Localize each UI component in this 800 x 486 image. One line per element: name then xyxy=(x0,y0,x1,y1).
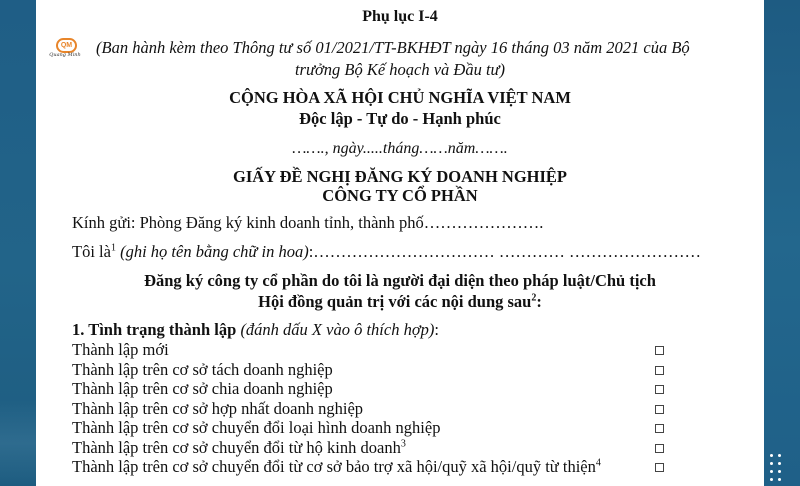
option-label: Thành lập mới xyxy=(72,340,169,359)
option-label: Thành lập trên cơ sở chuyển đổi từ hộ kinh doanh xyxy=(72,437,401,457)
option-label: Thành lập trên cơ sở tách doanh nghiệp xyxy=(72,359,333,379)
checkbox[interactable] xyxy=(655,444,664,453)
section-1-heading xyxy=(72,320,439,340)
option-social-fund-conversion xyxy=(72,457,672,477)
logo-badge-icon: QM xyxy=(56,38,77,53)
establishment-options xyxy=(72,340,672,477)
company-logo xyxy=(48,38,82,62)
option-household-conversion xyxy=(72,438,672,458)
form-title-line1: GIẤY ĐỀ NGHỊ ĐĂNG KÝ DOANH NGHIỆP xyxy=(233,167,567,186)
option-label: Thành lập trên cơ sở chuyển đổi từ cơ sở bảo trợ xã hội/quỹ xã hội/quỹ từ thiện xyxy=(72,457,596,476)
logo-text: Quang Minh xyxy=(49,52,81,58)
option-label: Thành lập trên cơ sở hợp nhất doanh nghiệp xyxy=(72,398,364,418)
footnote-ref: 4 xyxy=(595,457,601,469)
section-1-hint: (đánh dấu X vào ô thích hợp) xyxy=(240,320,435,339)
left-decorative-panel xyxy=(0,0,36,486)
option-consolidation xyxy=(72,399,672,419)
registration-statement-line1: Đăng ký công ty cổ phần do tôi là người đại diện theo pháp luật/Chủ tịch xyxy=(144,271,656,290)
declarant-label: Tôi là xyxy=(72,242,111,261)
option-division xyxy=(72,379,672,399)
document-page xyxy=(36,0,764,486)
checkbox[interactable] xyxy=(655,346,664,355)
colon: : xyxy=(536,292,542,311)
checkbox[interactable] xyxy=(655,366,664,375)
issued-note-line1: (Ban hành kèm theo Thông tư số 01/2021/TT-BKHĐT ngày 16 tháng 03 năm 2021 của Bộ xyxy=(96,38,690,57)
option-label: Thành lập trên cơ sở chia doanh nghiệp xyxy=(72,379,333,398)
section-1-title: 1. Tình trạng thành lập xyxy=(72,320,237,339)
national-motto: Độc lập - Tự do - Hạnh phúc xyxy=(299,109,501,128)
declarant-blank[interactable]: :…………………………… ………… …………………… xyxy=(308,242,702,261)
registration-statement-text: Hội đồng quản trị với các nội dung sau xyxy=(258,292,532,311)
form-title-line2: CÔNG TY CỔ PHẦN xyxy=(322,186,478,205)
option-new xyxy=(72,340,672,360)
footnote-ref: 1 xyxy=(110,242,116,254)
date-line: ……., ngày.....tháng……năm……. xyxy=(292,140,508,157)
declarant-line xyxy=(72,242,701,262)
option-label: Thành lập trên cơ sở chuyển đổi loại hình doanh nghiệp xyxy=(72,418,441,437)
issued-note-line2: trưởng Bộ Kế hoạch và Đầu tư) xyxy=(294,60,506,79)
colon: : xyxy=(434,320,439,339)
nation-heading: CỘNG HÒA XÃ HỘI CHỦ NGHĨA VIỆT NAM xyxy=(229,88,571,107)
checkbox[interactable] xyxy=(655,405,664,414)
checkbox[interactable] xyxy=(655,424,664,433)
option-type-conversion xyxy=(72,418,672,438)
checkbox[interactable] xyxy=(655,385,664,394)
registration-statement-line2 xyxy=(36,292,764,312)
checkbox[interactable] xyxy=(655,463,664,472)
appendix-label: Phụ lục I-4 xyxy=(362,8,438,25)
declarant-hint: (ghi họ tên bằng chữ in hoa) xyxy=(120,242,309,261)
footnote-ref: 3 xyxy=(400,438,406,449)
right-decorative-panel xyxy=(764,0,800,486)
dot-grid-decoration xyxy=(768,452,788,486)
addressee-line: Kính gửi: Phòng Đăng ký kinh doanh tỉnh, thành phố…………………. xyxy=(72,213,544,232)
footnote-ref: 2 xyxy=(531,292,537,304)
option-split xyxy=(72,360,672,380)
